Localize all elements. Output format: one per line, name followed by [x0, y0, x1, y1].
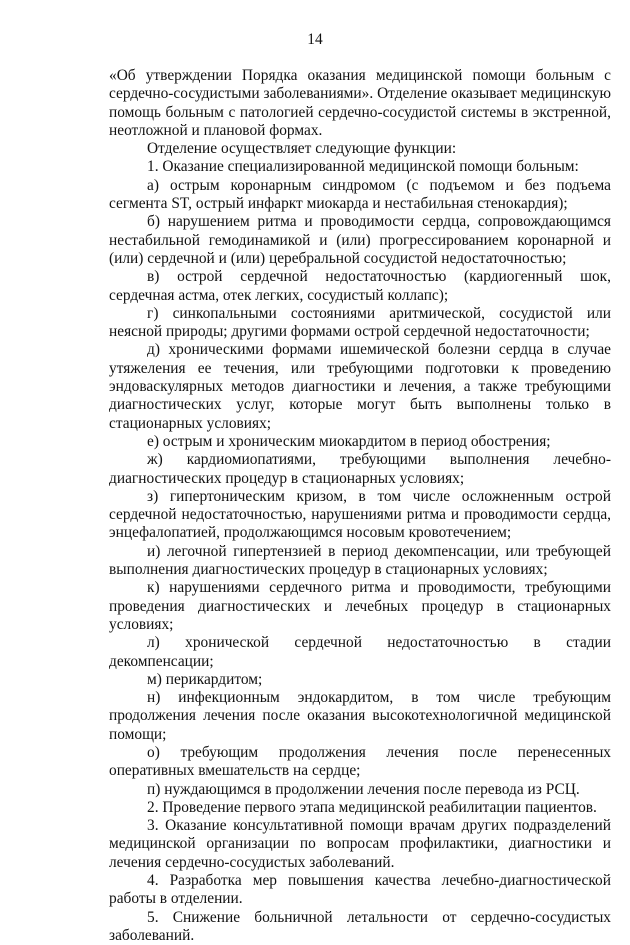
list-item-p: п) нуждающимся в продолжении лечения после перевода из РСЦ.: [147, 780, 580, 798]
paragraph-function-4: 4. Разработка мер повышения качества лечебно-диагностической работы в отделении.: [109, 872, 611, 908]
paragraph-functions-intro: Отделение осуществляет следующие функции:: [147, 140, 457, 158]
document-body: [109, 67, 611, 945]
list-item-e: е) острым и хроническим миокардитом в период обострения;: [147, 432, 551, 450]
list-item-g: г) синкопальными состояниями аритмической, сосудистой или неясной природы; другими формами острой сердечной недостаточности;: [109, 304, 611, 341]
list-item-i: и) легочной гипертензией в период декомпенсации, или требующей выполнения диагностических процедур в стационарных условиях;: [109, 542, 611, 579]
list-item-d: д) хроническими формами ишемической болезни сердца в случае утяжеления ее течения, или требующими подготовки к проведению эндоваскулярных методов диагностики и лечения, а также требующими диагностических услуг, которые могут быть выполнены только в стационарных условиях;: [109, 341, 611, 432]
list-item-v: в) острой сердечной недостаточностью (кардиогенный шок, сердечная астма, отек легких, сосудистый коллапс);: [109, 268, 611, 304]
list-item-zh: ж) кардиомиопатиями, требующими выполнения лечебно-диагностических процедур в стационарных условиях;: [109, 451, 611, 487]
list-item-z: з) гипертоническим кризом, в том числе осложненным острой сердечной недостаточностью, нарушениями ритма и проводимости сердца, энцефалопатией, продолжающимся носовым кровотечением;: [109, 487, 611, 542]
paragraph-order-title-continuation: «Об утверждении Порядка оказания медицинской помощи больным с сердечно-сосудистыми заболеваниями». Отделение оказывает медицинскую помощь больным с патологией сердечно-сосудистой системы в экстренной, неотложной и плановой формах.: [109, 67, 611, 139]
list-item-l: л) хронической сердечной недостаточностью в стадии декомпенсации;: [109, 634, 611, 670]
list-item-n: н) инфекционным эндокардитом, в том числе требующим продолжения лечения после оказания высокотехнологичной медицинской помощи;: [109, 689, 611, 743]
paragraph-function-1: 1. Оказание специализированной медицинской помощи больным:: [147, 158, 579, 176]
list-item-o: о) требующим продолжения лечения после перенесенных оперативных вмешательств на сердце;: [109, 743, 611, 780]
list-item-m: м) перикардитом;: [147, 670, 263, 688]
list-item-k: к) нарушениями сердечного ритма и проводимости, требующими проведения диагностических и лечебных процедур в стационарных условиях;: [109, 579, 611, 633]
list-item-a: а) острым коронарным синдромом (с подъемом и без подъема сегмента ST, острый инфаркт миокарда и нестабильная стенокардия);: [109, 176, 611, 213]
paragraph-function-5: 5. Снижение больничной летальности от сердечно-сосудистых заболеваний.: [109, 908, 611, 944]
paragraph-function-3: 3. Оказание консультативной помощи врачам других подразделений медицинской организации по вопросам профилактики, диагностики и лечения сердечно-сосудистых заболеваний.: [109, 817, 611, 871]
page-number: 14: [307, 31, 323, 48]
list-item-b: б) нарушением ритма и проводимости сердца, сопровождающимся нестабильной гемодинамикой и (или) прогрессированием коронарной и (или) сердечной и (или) церебральной сосудистой недостаточностью;: [109, 213, 611, 267]
paragraph-function-2: 2. Проведение первого этапа медицинской реабилитации пациентов.: [147, 798, 597, 816]
